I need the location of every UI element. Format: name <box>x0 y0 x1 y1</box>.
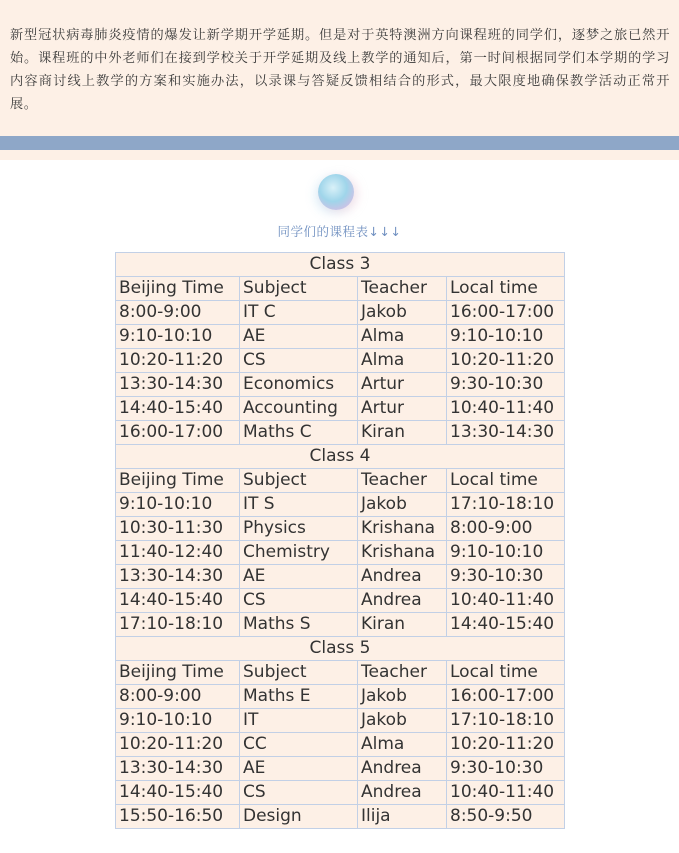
header-beijing-time: Beijing Time <box>116 469 240 493</box>
subject-cell: AE <box>240 325 358 349</box>
subject-cell: Maths C <box>240 421 358 445</box>
header-subject: Subject <box>240 661 358 685</box>
beijing-time-cell: 13:30-14:30 <box>116 757 240 781</box>
beijing-time-cell: 10:20-11:20 <box>116 733 240 757</box>
teacher-cell: Jakob <box>358 709 447 733</box>
teacher-cell: Krishana <box>358 517 447 541</box>
subject-cell: AE <box>240 757 358 781</box>
table-row <box>116 565 565 589</box>
local-time-cell: 8:00-9:00 <box>447 517 565 541</box>
table-row <box>116 421 565 445</box>
teacher-cell: Ilija <box>358 805 447 829</box>
local-time-cell: 9:10-10:10 <box>447 325 565 349</box>
header-subject: Subject <box>240 469 358 493</box>
teacher-cell: Jakob <box>358 685 447 709</box>
beijing-time-cell: 9:10-10:10 <box>116 325 240 349</box>
decorative-bubble-icon <box>318 174 354 210</box>
beijing-time-cell: 14:40-15:40 <box>116 589 240 613</box>
header-local-time: Local time <box>447 469 565 493</box>
table-row <box>116 805 565 829</box>
local-time-cell: 17:10-18:10 <box>447 493 565 517</box>
intro-section <box>0 0 679 160</box>
header-local-time: Local time <box>447 277 565 301</box>
local-time-cell: 10:40-11:40 <box>447 781 565 805</box>
subject-cell: CC <box>240 733 358 757</box>
table-row <box>116 685 565 709</box>
header-teacher: Teacher <box>358 277 447 301</box>
local-time-cell: 9:30-10:30 <box>447 565 565 589</box>
table-row <box>116 493 565 517</box>
beijing-time-cell: 15:50-16:50 <box>116 805 240 829</box>
header-row <box>116 277 565 301</box>
table-row <box>116 397 565 421</box>
local-time-cell: 8:50-9:50 <box>447 805 565 829</box>
subject-cell: CS <box>240 781 358 805</box>
local-time-cell: 16:00-17:00 <box>447 685 565 709</box>
beijing-time-cell: 14:40-15:40 <box>116 397 240 421</box>
table-row <box>116 709 565 733</box>
teacher-cell: Andrea <box>358 565 447 589</box>
teacher-cell: Andrea <box>358 781 447 805</box>
intro-divider-bar <box>0 136 679 150</box>
local-time-cell: 17:10-18:10 <box>447 709 565 733</box>
table-row <box>116 325 565 349</box>
local-time-cell: 9:30-10:30 <box>447 373 565 397</box>
header-row <box>116 469 565 493</box>
beijing-time-cell: 14:40-15:40 <box>116 781 240 805</box>
teacher-cell: Andrea <box>358 757 447 781</box>
teacher-cell: Jakob <box>358 493 447 517</box>
class-title: Class 3 <box>116 253 565 277</box>
beijing-time-cell: 8:00-9:00 <box>116 301 240 325</box>
header-beijing-time: Beijing Time <box>116 661 240 685</box>
table-row <box>116 613 565 637</box>
local-time-cell: 10:40-11:40 <box>447 397 565 421</box>
teacher-cell: Alma <box>358 733 447 757</box>
local-time-cell: 9:30-10:30 <box>447 757 565 781</box>
intro-paragraph: 新型冠状病毒肺炎疫情的爆发让新学期开学延期。但是对于英特澳洲方向课程班的同学们，逐梦之旅已然开始。课程班的中外老师们在接到学校关于开学延期及线上教学的通知后，第一时间根据同学们本学期的学习内容商讨线上教学的方案和实施办法，以录课与答疑反馈相结合的形式，最大限度地确保教学活动正常开展。 <box>10 28 670 112</box>
subject-cell: IT S <box>240 493 358 517</box>
beijing-time-cell: 10:30-11:30 <box>116 517 240 541</box>
beijing-time-cell: 10:20-11:20 <box>116 349 240 373</box>
local-time-cell: 13:30-14:30 <box>447 421 565 445</box>
beijing-time-cell: 11:40-12:40 <box>116 541 240 565</box>
subject-cell: Accounting <box>240 397 358 421</box>
local-time-cell: 10:20-11:20 <box>447 349 565 373</box>
teacher-cell: Artur <box>358 373 447 397</box>
schedule-caption: 同学们的课程表↓↓↓ <box>277 224 402 239</box>
teacher-cell: Kiran <box>358 613 447 637</box>
subject-cell: Design <box>240 805 358 829</box>
header-local-time: Local time <box>447 661 565 685</box>
class-title: Class 5 <box>116 637 565 661</box>
teacher-cell: Kiran <box>358 421 447 445</box>
beijing-time-cell: 8:00-9:00 <box>116 685 240 709</box>
local-time-cell: 10:20-11:20 <box>447 733 565 757</box>
class-title-row <box>116 445 565 469</box>
table-row <box>116 733 565 757</box>
subject-cell: CS <box>240 349 358 373</box>
subject-cell: Maths S <box>240 613 358 637</box>
table-row <box>116 517 565 541</box>
beijing-time-cell: 9:10-10:10 <box>116 493 240 517</box>
subject-cell: IT <box>240 709 358 733</box>
class-title-row <box>116 637 565 661</box>
teacher-cell: Alma <box>358 349 447 373</box>
local-time-cell: 10:40-11:40 <box>447 589 565 613</box>
class-title: Class 4 <box>116 445 565 469</box>
table-row <box>116 349 565 373</box>
local-time-cell: 16:00-17:00 <box>447 301 565 325</box>
header-teacher: Teacher <box>358 661 447 685</box>
subject-cell: AE <box>240 565 358 589</box>
header-row <box>116 661 565 685</box>
beijing-time-cell: 16:00-17:00 <box>116 421 240 445</box>
class-schedule-table <box>115 252 565 829</box>
beijing-time-cell: 13:30-14:30 <box>116 565 240 589</box>
local-time-cell: 14:40-15:40 <box>447 613 565 637</box>
subject-cell: Maths E <box>240 685 358 709</box>
teacher-cell: Jakob <box>358 301 447 325</box>
table-row <box>116 757 565 781</box>
subject-cell: CS <box>240 589 358 613</box>
table-row <box>116 373 565 397</box>
subject-cell: Physics <box>240 517 358 541</box>
local-time-cell: 9:10-10:10 <box>447 541 565 565</box>
header-subject: Subject <box>240 277 358 301</box>
beijing-time-cell: 13:30-14:30 <box>116 373 240 397</box>
table-row <box>116 781 565 805</box>
table-row <box>116 301 565 325</box>
beijing-time-cell: 9:10-10:10 <box>116 709 240 733</box>
header-beijing-time: Beijing Time <box>116 277 240 301</box>
table-row <box>116 541 565 565</box>
beijing-time-cell: 17:10-18:10 <box>116 613 240 637</box>
teacher-cell: Artur <box>358 397 447 421</box>
teacher-cell: Andrea <box>358 589 447 613</box>
table-row <box>116 589 565 613</box>
teacher-cell: Alma <box>358 325 447 349</box>
subject-cell: IT C <box>240 301 358 325</box>
teacher-cell: Krishana <box>358 541 447 565</box>
subject-cell: Chemistry <box>240 541 358 565</box>
subject-cell: Economics <box>240 373 358 397</box>
class-title-row <box>116 253 565 277</box>
header-teacher: Teacher <box>358 469 447 493</box>
